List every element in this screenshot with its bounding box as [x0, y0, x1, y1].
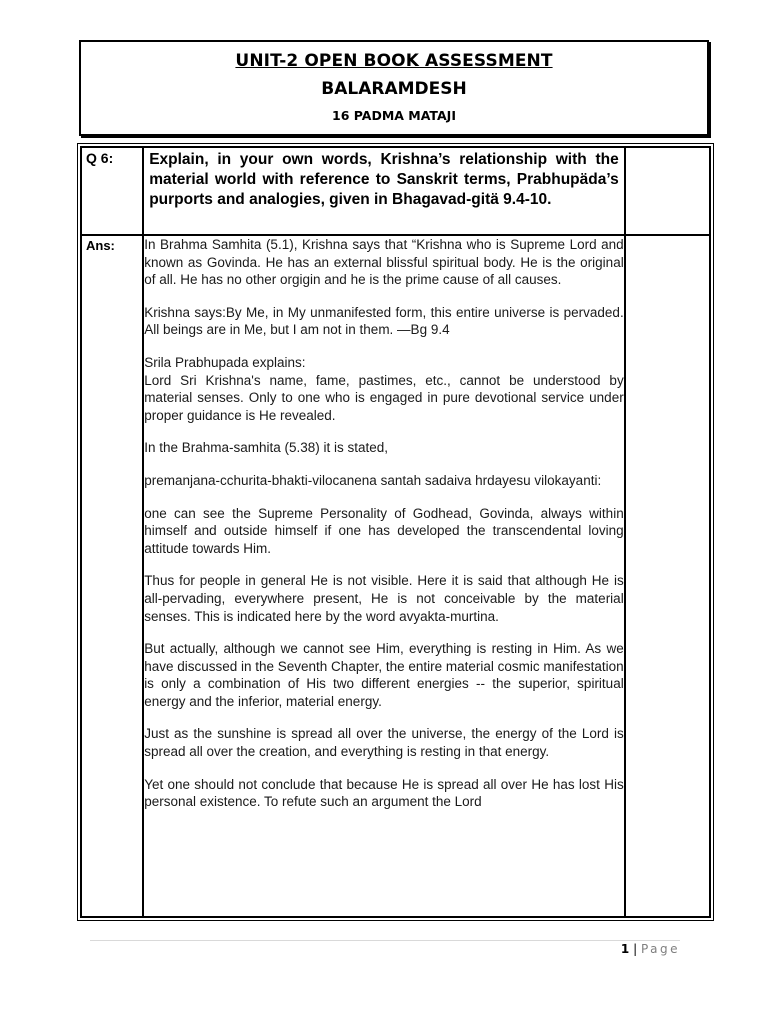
question-row: [81, 147, 710, 235]
answer-paragraph: But actually, although we cannot see Him, everything is resting in Him. As we have discussed in the Seventh Chapter, the entire material cosmic manifestation is only a combination of His two different energies -- the superior, spiritual energy and the inferior, material energy.: [144, 641, 624, 709]
page-number: 1: [620, 942, 630, 956]
answer-paragraph: Krishna says:By Me, in My unmanifested form, this entire universe is pervaded. All beings are in Me, but I am not in them. —Bg 9.4: [144, 304, 624, 338]
answer-label: Ans:: [86, 238, 115, 253]
answer-label-cell: [81, 235, 143, 917]
student-subtitle: 16 PADMA MATAJI: [332, 108, 456, 123]
answer-text-cell: [143, 235, 625, 917]
page-separator: |: [629, 942, 641, 956]
answer-paragraph: Just as the sunshine is spread all over the universe, the energy of the Lord is spread all over the creation, and everything is resting in that energy.: [144, 726, 624, 760]
page-footer: [621, 942, 680, 956]
question-answer-table: [80, 146, 711, 918]
header-box: [79, 40, 709, 136]
answer-paragraph: In Brahma Samhita (5.1), Krishna says that “Krishna who is Supreme Lord and known as Govinda. He has an external blissful spiritual body. He is the original of all. He has no other orgigin and he is the prime cause of all causes.: [144, 237, 624, 288]
answer-paragraph: premanjana-cchurita-bhakti-vilocanena santah sadaiva hrdayesu vilokayanti:: [144, 472, 602, 488]
answer-paragraph: In the Brahma-samhita (5.38) it is stated,: [144, 440, 389, 456]
question-text-cell: [143, 147, 625, 235]
footer-divider: [90, 940, 680, 941]
document-title: UNIT-2 OPEN BOOK ASSESSMENT: [235, 51, 553, 71]
answer-blank-cell: [625, 235, 710, 917]
answer-paragraph: one can see the Supreme Personality of Godhead, Govinda, always within himself and outside himself if one has developed the transcendental loving attitude towards Him.: [144, 505, 624, 556]
question-blank-cell: [625, 147, 710, 235]
question-text: Explain, in your own words, Krishna’s relationship with the material world with reference to Sanskrit terms, Prabhupäda’s purports and analogies, given in Bhagavad-gitä 9.4-10.: [149, 151, 619, 208]
answer-body: [144, 236, 624, 912]
answer-paragraph: Srila Prabhupada explains:: [144, 354, 306, 370]
answer-paragraph: Thus for people in general He is not visible. Here it is said that although He is all-pervading, everywhere present, He is not conceivable by the material senses. This is indicated here by the word avyakta-murtina.: [144, 573, 624, 624]
answer-paragraph: Lord Sri Krishna's name, fame, pastimes, etc., cannot be understood by material senses. Only to one who is engaged in pure devotional service under proper guidance is He revealed.: [144, 372, 624, 423]
question-label-cell: [81, 147, 143, 235]
answer-row: [81, 235, 710, 917]
answer-paragraph: Yet one should not conclude that because He is spread all over He has lost His personal existence. To refute such an argument the Lord: [144, 776, 624, 810]
question-label: Q 6:: [86, 150, 114, 166]
student-name: BALARAMDESH: [321, 79, 467, 99]
page-word: Page: [640, 942, 680, 956]
